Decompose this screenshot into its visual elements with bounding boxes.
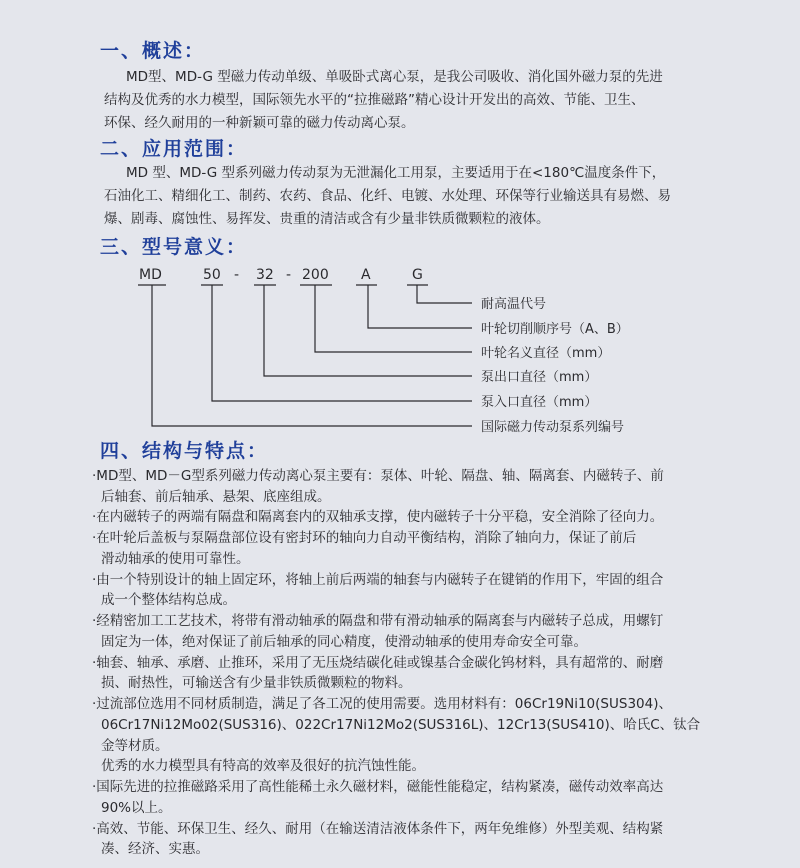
feature-line-8: ·经精密加工工艺技术，将带有滑动轴承的隔盘和带有滑动轴承的隔离套与内磁转子总成，用螺钉 [92,613,664,630]
code-md: MD [139,267,162,283]
overview-line-1: MD型、MD-G 型磁力传动单级、单吸卧式离心泵，是我公司吸收、消化国外磁力泵的先进 [126,69,663,85]
label-impeller-cut: 叶轮切削顺序号（A、B） [481,322,629,337]
feature-line-14: 金等材质。 [101,737,169,754]
application-line-3: 爆、剧毒、腐蚀性、易挥发、贵重的清洁或含有少量非铁质微颗粒的液体。 [104,211,550,227]
code-g: G [412,267,423,283]
leader-lines [152,285,472,426]
code-impeller: 200 [302,267,329,283]
feature-line-3: ·在内磁转子的两端有隔盘和隔离套内的双轴承支撑，使内磁转子十分平稳，安全消除了径向力。 [92,509,664,526]
code-dash-2: - [286,267,292,283]
code-cut: A [361,267,371,283]
overview-line-2: 结构及优秀的水力模型，国际领先水平的“拉推磁路”精心设计开发出的高效、节能、卫生、 [104,92,645,108]
feature-line-7: 成一个整体结构总成。 [101,592,236,609]
label-high-temp: 耐高温代号 [481,297,547,312]
feature-line-4: ·在叶轮后盖板与泵隔盘部位设有密封环的轴向力自动平衡结构，消除了轴向力，保证了前后 [92,530,637,547]
code-inlet: 50 [203,267,221,283]
features-heading: 四、结构与特点： [100,440,269,462]
feature-line-16: ·国际先进的拉推磁路采用了高性能稀土永久磁材料，磁能性能稳定，结构紧凑，磁传动效率高达 [92,779,664,796]
model-code-diagram [0,258,800,436]
overview-heading: 一、概述： [100,40,206,62]
feature-line-12: ·过流部位选用不同材质制造，满足了各工况的使用需要。选用材料有：06Cr19Ni10(SUS304)、 [92,696,672,713]
feature-line-15: 优秀的水力模型具有特高的效率及很好的抗汽蚀性能。 [101,758,425,775]
code-outlet: 32 [256,267,274,283]
label-series-code: 国际磁力传动泵系列编号 [481,420,625,435]
overview-line-3: 环保、经久耐用的一种新颖可靠的磁力传动离心泵。 [104,115,415,131]
label-inlet-diameter: 泵入口直径（mm） [481,395,598,410]
feature-line-5: 滑动轴承的使用可靠性。 [101,550,250,567]
feature-line-11: 损、耐热性，可输送含有少量非铁质微颗粒的物料。 [101,675,412,692]
feature-line-18: ·高效、节能、环保卫生、经久、耐用（在输送清洁液体条件下，两年免维修）外型美观、结构紧 [92,820,664,837]
code-dash-1: - [234,267,240,283]
application-line-2: 石油化工、精细化工、制药、农药、食品、化纤、电镀、水处理、环保等行业输送具有易燃、易 [104,188,671,204]
label-impeller-diameter: 叶轮名义直径（mm） [481,346,611,361]
model-heading: 三、型号意义： [100,236,248,258]
feature-line-9: 固定为一体，绝对保证了前后轴承的同心精度，使滑动轴承的使用寿命安全可靠。 [101,633,587,650]
feature-line-1: ·MD型、MD－G型系列磁力传动离心泵主要有：泵体、叶轮、隔盘、轴、隔离套、内磁转子、前 [92,468,664,484]
feature-line-17: 90%以上。 [101,799,172,816]
feature-line-13: 06Cr17Ni12Mo02(SUS316)、022Cr17Ni12Mo2(SUS316L)、12Cr13(SUS410)、哈氏C、钛合 [101,716,701,733]
feature-line-19: 凑、经济、实惠。 [101,841,209,858]
application-line-1: MD 型、MD-G 型系列磁力传动泵为无泄漏化工用泵，主要适用于在<180℃温度条件下， [126,165,666,181]
feature-line-2: 后轴套、前后轴承、悬架、底座组成。 [101,488,331,505]
feature-line-10: ·轴套、轴承、承磨、止推环，采用了无压烧结碳化硅或镍基合金碳化钨材料，具有超常的、耐磨 [92,654,664,671]
application-heading: 二、应用范围： [100,138,248,160]
feature-line-6: ·由一个特别设计的轴上固定环，将轴上前后两端的轴套与内磁转子在键销的作用下，牢固的组合 [92,571,664,588]
label-outlet-diameter: 泵出口直径（mm） [481,370,598,385]
